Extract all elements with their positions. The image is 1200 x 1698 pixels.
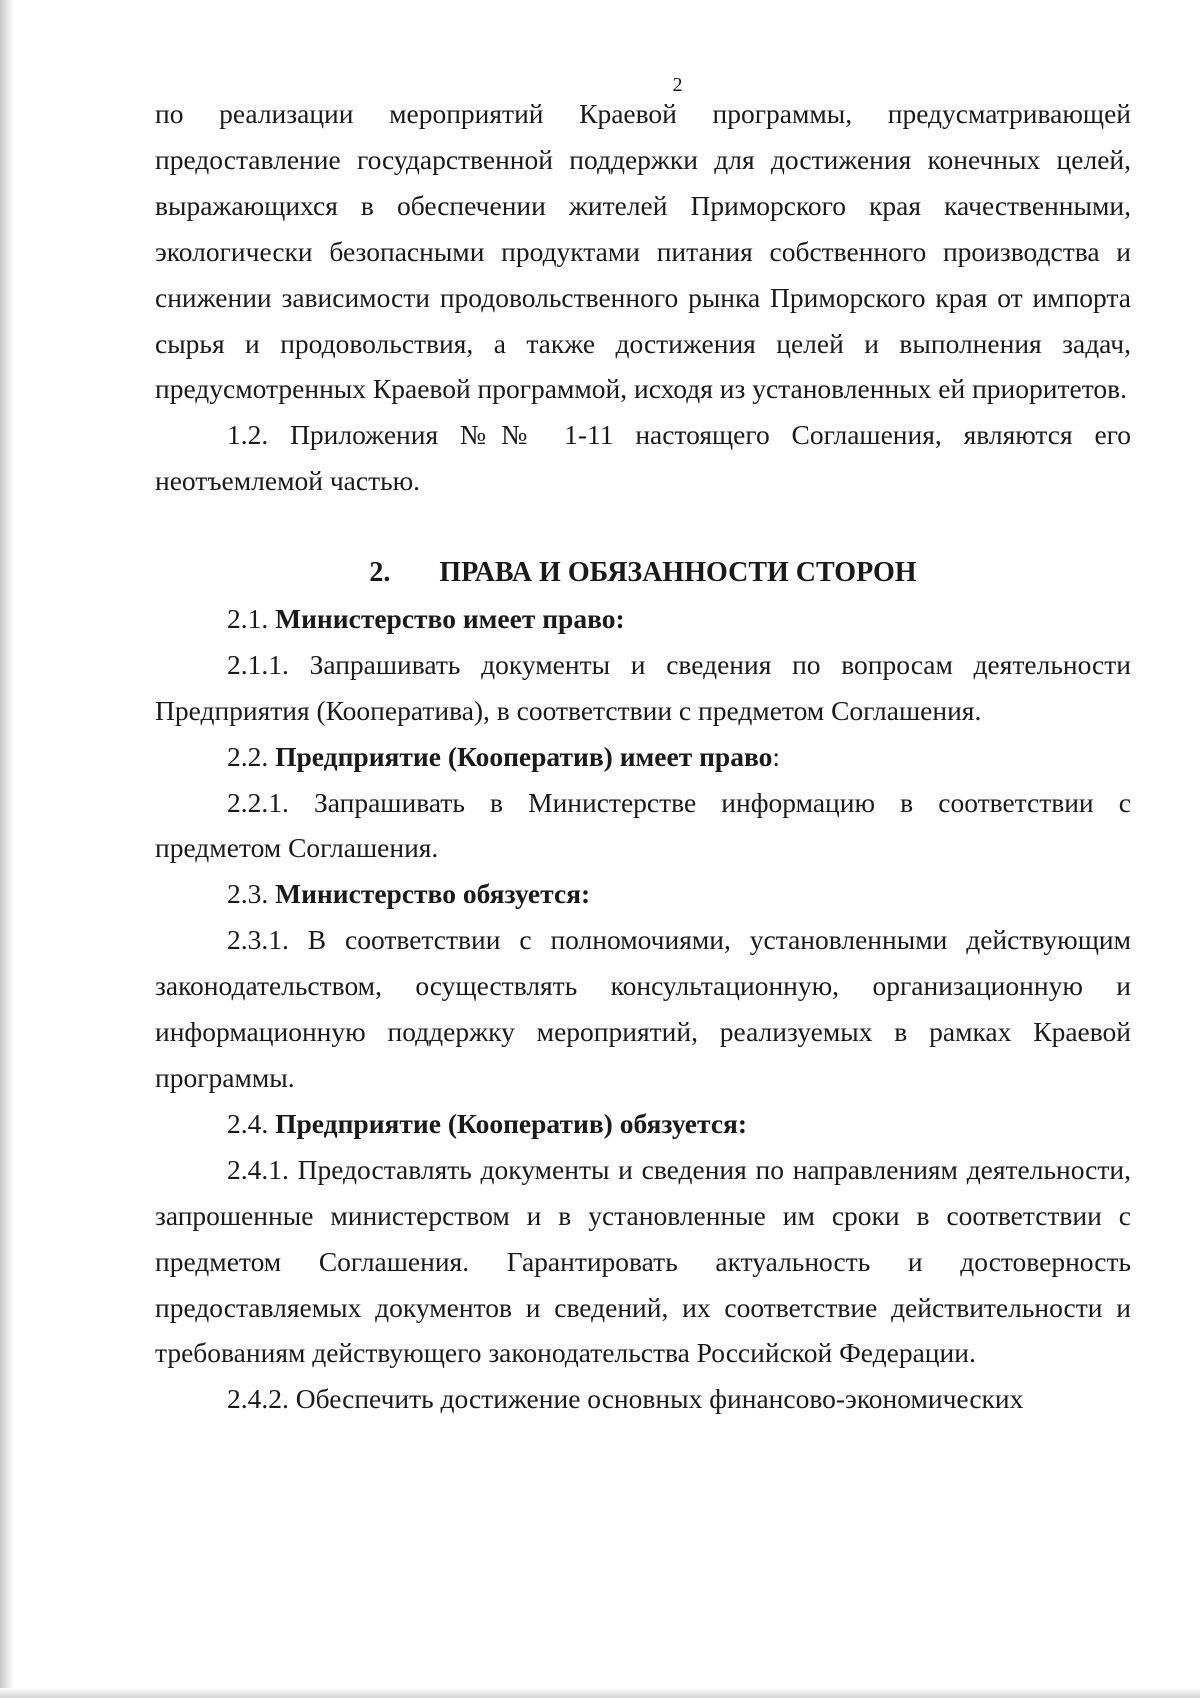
scan-edge-bottom bbox=[0, 1688, 1200, 1698]
clause-2-4-heading bbox=[155, 1101, 1131, 1147]
section-number: 2. bbox=[369, 557, 391, 589]
clause-number: 2.1. bbox=[227, 602, 269, 634]
clause-label: Министерство обязуется: bbox=[275, 878, 591, 910]
clause-number: 2.3. bbox=[227, 878, 269, 910]
clause-2-4-1: 2.4.1. Предоставлять документы и сведения по направлениям деятельности, запрошенные министерством и в установленные им сроки в соответствии с предметом Соглашения. Гарантировать актуальность и достоверность предоставляемых документов и сведений, их соответствие действительности и требованиям действующего законодательства Российской Федерации. bbox=[155, 1153, 1131, 1369]
clause-number: 2.4. bbox=[227, 1107, 269, 1139]
clause-2-1-heading bbox=[155, 596, 1131, 642]
section-heading bbox=[155, 550, 1131, 596]
clause-2-2-heading bbox=[155, 734, 1131, 780]
clause-label: Предприятие (Кооператив) имеет право bbox=[275, 740, 773, 772]
clause-suffix: : bbox=[772, 740, 781, 772]
clause-1-2: 1.2. Приложения №№ 1-11 настоящего Соглашения, являются его неотъемлемой частью. bbox=[155, 419, 1131, 497]
clause-label: Министерство имеет право: bbox=[275, 602, 625, 634]
page-number: 2 bbox=[672, 74, 683, 96]
section-title: ПРАВА И ОБЯЗАННОСТИ СТОРОН bbox=[439, 557, 917, 589]
clause-2-1-1: 2.1.1. Запрашивать документы и сведения по вопросам деятельности Предприятия (Кооператива), в соответствии с предметом Соглашения. bbox=[155, 648, 1131, 726]
scan-edge bbox=[0, 0, 14, 1698]
intro-paragraph: по реализации мероприятий Краевой программы, предусматривающей предоставление государственной поддержки для достижения конечных целей, выражающихся в обеспечении жителей Приморского края качественными, экологически безопасными продуктами питания собственного производства и снижении зависимости продовольственного рынка Приморского края от импорта сырья и продовольствия, а также достижения целей и выполнения задач, предусмотренных Краевой программой, исходя из установленных ей приоритетов. bbox=[155, 98, 1131, 405]
clause-2-2-1: 2.2.1. Запрашивать в Министерстве информацию в соответствии с предметом Соглашения. bbox=[155, 786, 1131, 864]
clause-label: Предприятие (Кооператив) обязуется: bbox=[275, 1107, 748, 1139]
clause-2-4-2: 2.4.2. Обеспечить достижение основных финансово-экономических bbox=[227, 1383, 1024, 1415]
clause-2-3-heading bbox=[155, 871, 1131, 917]
document-body bbox=[155, 91, 1131, 1422]
clause-number: 2.2. bbox=[227, 740, 269, 772]
clause-2-3-1: 2.3.1. В соответствии с полномочиями, установленными действующим законодательством, осуществлять консультационную, организационную и информационную поддержку мероприятий, реализуемых в рамках Краевой программы. bbox=[155, 924, 1131, 1094]
